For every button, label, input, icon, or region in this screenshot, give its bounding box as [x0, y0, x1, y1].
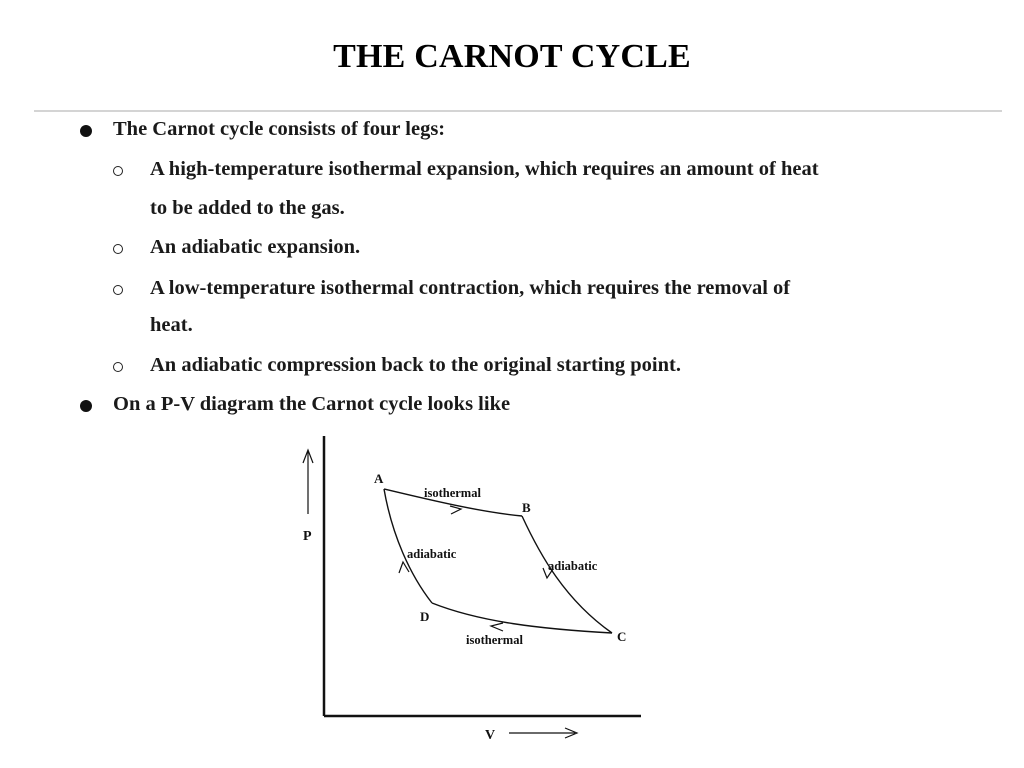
p-axis-label: P	[303, 529, 312, 544]
leg-3-text: A low-temperature isothermal contraction, which requires the removal of	[150, 277, 791, 299]
edge-label-isothermal-top: isothermal	[424, 486, 481, 500]
adiabatic-compression-curve	[384, 489, 432, 603]
point-b-label: B	[522, 500, 531, 515]
bullet-text-four-legs: The Carnot cycle consists of four legs:	[113, 118, 446, 140]
point-c-label: C	[617, 629, 627, 644]
edge-label-adiabatic-right: adiabatic	[548, 559, 598, 573]
arrow-right-icon	[450, 506, 461, 514]
edge-label-adiabatic-left: adiabatic	[407, 547, 457, 561]
isothermal-compression-curve	[432, 603, 612, 633]
point-d-label: D	[420, 609, 430, 624]
leg-3-text-continued: heat.	[150, 314, 193, 336]
edge-label-isothermal-bottom: isothermal	[466, 633, 523, 647]
slide-title: THE CARNOT CYCLE	[333, 38, 691, 75]
arrow-left-icon	[491, 623, 503, 631]
v-axis-label: V	[485, 728, 496, 743]
point-a-label: A	[374, 471, 384, 486]
bullet-text-pv-diagram: On a P-V diagram the Carnot cycle looks like	[113, 393, 511, 415]
adiabatic-expansion-curve	[522, 516, 612, 633]
leg-1-text: A high-temperature isothermal expansion, which requires an amount of heat	[150, 158, 819, 180]
leg-4-text: An adiabatic compression back to the original starting point.	[150, 354, 681, 376]
leg-2-text: An adiabatic expansion.	[150, 236, 361, 258]
leg-1-text-continued: to be added to the gas.	[150, 197, 345, 219]
